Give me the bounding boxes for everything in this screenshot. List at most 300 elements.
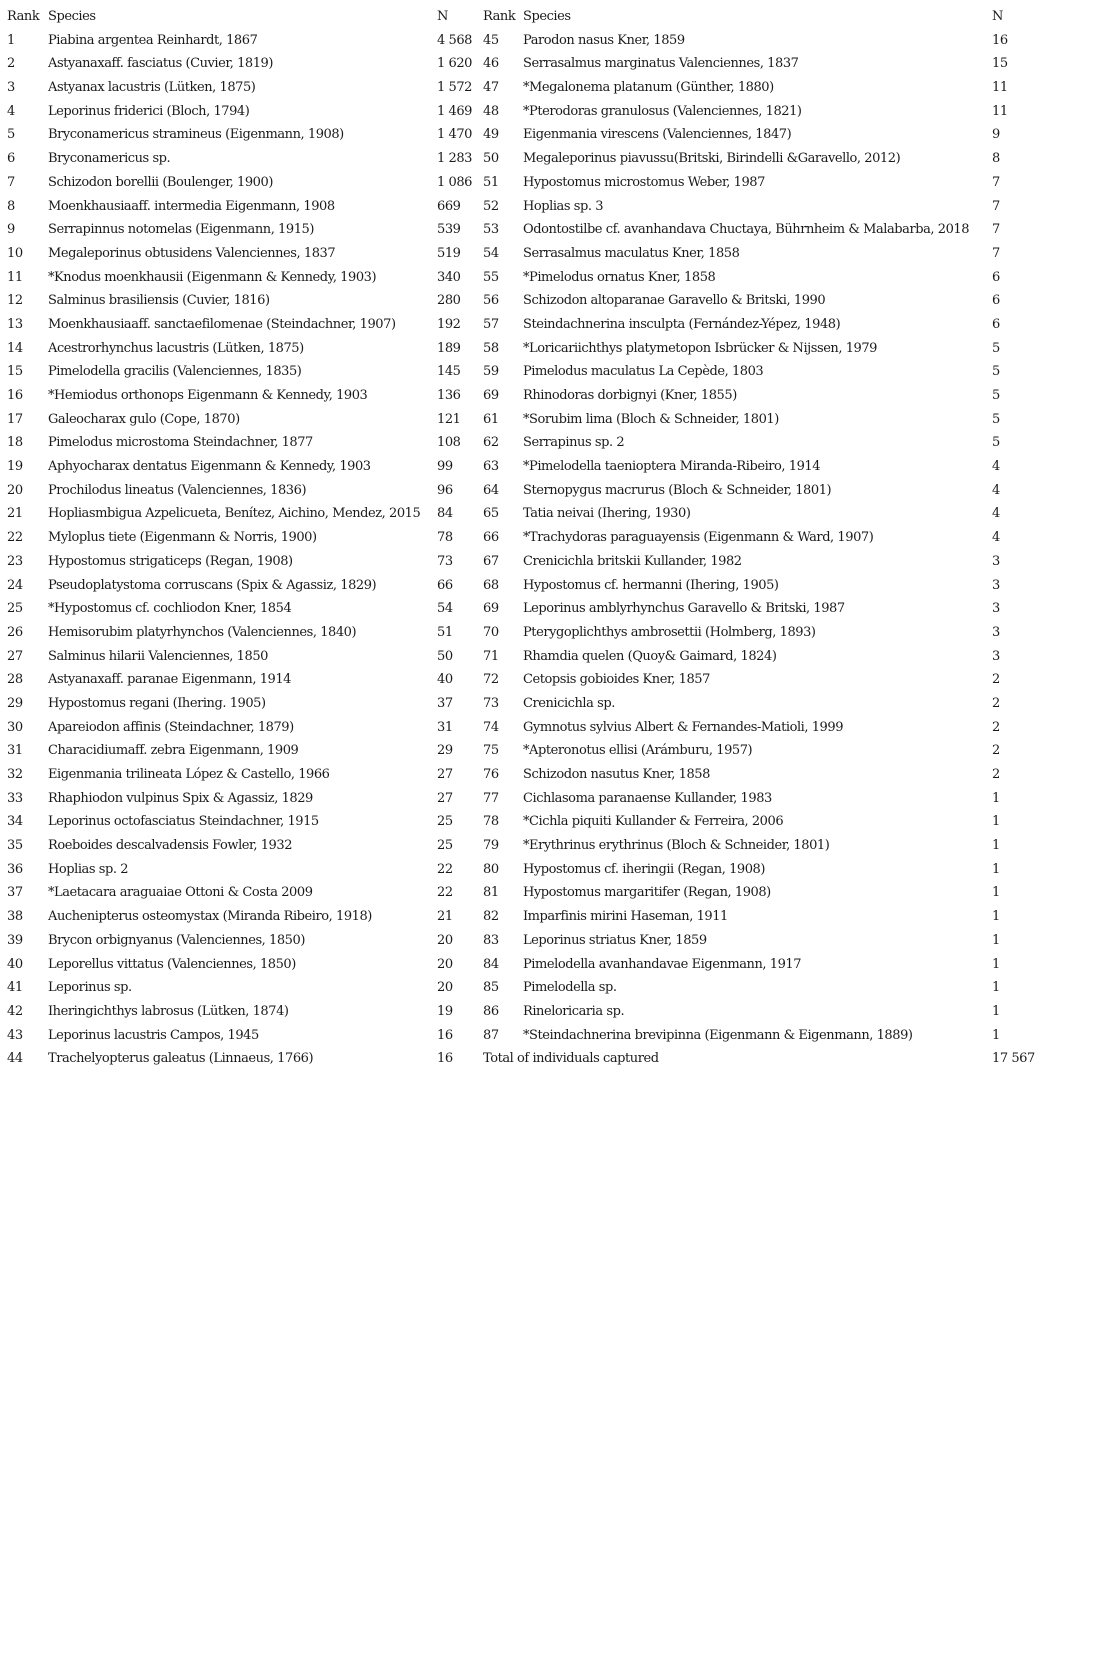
count-cell: 84: [437, 506, 453, 522]
species-cell: Astyanaxaff. fasciatus (Cuvier, 1819): [48, 56, 273, 72]
count-cell: 2: [992, 719, 1000, 735]
species-cell: Rhamdia quelen (Quoy& Gaimard, 1824): [523, 648, 777, 664]
count-cell: 66: [437, 577, 453, 593]
species-cell: Hypostomus microstomus Weber, 1987: [523, 174, 765, 190]
species-cell: Salminus brasiliensis (Cuvier, 1816): [48, 293, 270, 309]
species-cell: Eigenmania trilineata López & Castello, 1966: [48, 767, 330, 782]
species-cell: Hemisorubim platyrhynchos (Valenciennes, 1840): [48, 624, 357, 640]
rank-cell: 45: [483, 32, 499, 48]
total-label: Total of individuals captured: [483, 1051, 659, 1067]
rank-cell: 80: [483, 861, 499, 877]
table-row: [0, 408, 1107, 432]
rank-cell: 24: [7, 577, 23, 593]
count-cell: 37: [437, 695, 453, 711]
table-row: [0, 337, 1107, 361]
count-cell: 4 568: [437, 32, 472, 48]
count-cell: 25: [437, 838, 453, 854]
species-cell: Bryconamericus stramineus (Eigenmann, 1908): [48, 127, 344, 143]
table-row: [0, 526, 1107, 550]
count-cell: 340: [437, 269, 461, 285]
count-cell: 2: [992, 695, 1000, 711]
table-header: [0, 5, 1107, 29]
species-cell: Serrasalmus maculatus Kner, 1858: [523, 245, 740, 261]
rank-cell: 1: [7, 32, 15, 48]
rank-cell: 81: [483, 885, 499, 901]
species-cell: Leporinus lacustris Campos, 1945: [48, 1027, 259, 1043]
rank-cell: 22: [7, 530, 23, 546]
rank-cell: 43: [7, 1027, 23, 1043]
species-cell: *Trachydoras paraguayensis (Eigenmann & Ward, 1907): [523, 530, 874, 546]
table-row: [0, 597, 1107, 621]
rank-cell: 77: [483, 790, 499, 806]
count-cell: 3: [992, 577, 1000, 593]
table-row: [0, 881, 1107, 905]
table-row: [0, 147, 1107, 171]
species-cell: *Pterodoras granulosus (Valenciennes, 1821): [523, 103, 802, 119]
species-cell: Megaleporinus obtusidens Valenciennes, 1837: [48, 245, 336, 261]
count-cell: 11: [992, 80, 1008, 96]
count-cell: 16: [992, 32, 1008, 48]
species-cell: Leporinus sp.: [48, 980, 132, 996]
count-cell: 5: [992, 388, 1000, 403]
count-cell: 11: [992, 103, 1008, 119]
count-cell: 5: [992, 340, 1000, 356]
count-cell: 2: [992, 672, 1000, 688]
count-cell: 1 470: [437, 127, 472, 143]
rank-cell: 51: [483, 174, 499, 190]
species-cell: Sternopygus macrurus (Bloch & Schneider, 1801): [523, 482, 832, 498]
count-cell: 22: [437, 885, 453, 901]
rank-cell: 8: [7, 198, 15, 214]
count-cell: 145: [437, 364, 461, 380]
species-cell: Pimelodus microstoma Steindachner, 1877: [48, 435, 313, 451]
table-row: [0, 52, 1107, 76]
rank-cell: 78: [483, 814, 499, 830]
count-cell: 6: [992, 269, 1000, 285]
table-row: [0, 384, 1107, 408]
rank-cell: 62: [483, 435, 499, 451]
species-cell: *Laetacara araguaiae Ottoni & Costa 2009: [48, 885, 313, 901]
species-cell: Roeboides descalvadensis Fowler, 1932: [48, 838, 293, 854]
species-cell: Auchenipterus osteomystax (Miranda Ribeiro, 1918): [48, 909, 372, 925]
count-cell: 5: [992, 364, 1000, 380]
count-cell: 2: [992, 767, 1000, 782]
total-count: 17 567: [992, 1051, 1035, 1067]
rank-cell: 35: [7, 838, 23, 854]
count-cell: 31: [437, 719, 453, 735]
rank-cell: 28: [7, 672, 23, 688]
species-cell: Leporellus vittatus (Valenciennes, 1850): [48, 956, 296, 972]
rank-cell: 44: [7, 1051, 23, 1067]
count-cell: 189: [437, 340, 461, 356]
count-cell: 1: [992, 790, 1000, 806]
table-row: [0, 763, 1107, 787]
rank-cell: 38: [7, 909, 23, 925]
rank-cell: 20: [7, 482, 23, 498]
rank-cell: 23: [7, 553, 23, 569]
rank-cell: 11: [7, 269, 23, 285]
species-cell: Pseudoplatystoma corruscans (Spix & Agassiz, 1829): [48, 577, 377, 593]
species-cell: Hopliasmbigua Azpelicueta, Benítez, Aichino, Mendez, 2015: [48, 506, 421, 522]
count-cell: 99: [437, 459, 453, 475]
species-cell: Trachelyopterus galeatus (Linnaeus, 1766): [48, 1051, 314, 1067]
species-cell: *Erythrinus erythrinus (Bloch & Schneider, 1801): [523, 838, 830, 854]
count-cell: 78: [437, 530, 453, 546]
table-row: [0, 621, 1107, 645]
species-cell: Hypostomus cf. hermanni (Ihering, 1905): [523, 577, 779, 593]
species-cell: Hypostomus cf. iheringii (Regan, 1908): [523, 861, 766, 877]
species-cell: Tatia neivai (Ihering, 1930): [523, 506, 691, 522]
rank-cell: 13: [7, 316, 23, 332]
rank-cell: 40: [7, 956, 23, 972]
species-cell: Bryconamericus sp.: [48, 151, 171, 167]
count-cell: 519: [437, 245, 461, 261]
table-row: [0, 479, 1107, 503]
count-cell: 7: [992, 174, 1000, 190]
table-row: [0, 1047, 1107, 1071]
table-row: [0, 1024, 1107, 1048]
species-cell: *Pimelodella taenioptera Miranda-Ribeiro, 1914: [523, 459, 821, 475]
table-row: [0, 360, 1107, 384]
species-cell: Salminus hilarii Valenciennes, 1850: [48, 648, 268, 664]
rank-cell: 79: [483, 838, 499, 854]
count-cell: 15: [992, 56, 1008, 72]
rank-cell: 86: [483, 1003, 499, 1019]
table-row: [0, 502, 1107, 526]
table-row: [0, 171, 1107, 195]
rank-cell: 29: [7, 695, 23, 711]
count-cell: 539: [437, 222, 461, 238]
count-cell: 27: [437, 767, 453, 782]
count-cell: 51: [437, 624, 453, 640]
table-row: [0, 810, 1107, 834]
rank-cell: 7: [7, 174, 15, 190]
species-cell: Steindachnerina insculpta (Fernández-Yépez, 1948): [523, 316, 841, 332]
rank-cell: 39: [7, 932, 23, 948]
header-n: N: [437, 9, 448, 24]
rank-cell: 21: [7, 506, 23, 522]
species-cell: Pimelodus maculatus La Cepède, 1803: [523, 364, 764, 380]
species-cell: *Cichla piquiti Kullander & Ferreira, 2006: [523, 814, 784, 830]
count-cell: 1: [992, 814, 1000, 830]
count-cell: 3: [992, 553, 1000, 569]
species-cell: Cetopsis gobioides Kner, 1857: [523, 672, 710, 688]
rank-cell: 47: [483, 80, 499, 96]
count-cell: 5: [992, 411, 1000, 427]
species-cell: Pimelodella gracilis (Valenciennes, 1835): [48, 364, 302, 380]
species-cell: Cichlasoma paranaense Kullander, 1983: [523, 790, 772, 806]
rank-cell: 34: [7, 814, 23, 830]
count-cell: 136: [437, 388, 461, 403]
rank-cell: 18: [7, 435, 23, 451]
species-cell: Crenicichla sp.: [523, 695, 615, 711]
header-n-right: N: [992, 9, 1003, 24]
species-cell: Astyanaxaff. paranae Eigenmann, 1914: [48, 672, 292, 688]
rank-cell: 30: [7, 719, 23, 735]
rank-cell: 48: [483, 103, 499, 119]
species-cell: *Knodus moenkhausii (Eigenmann & Kennedy, 1903): [48, 269, 377, 285]
count-cell: 6: [992, 316, 1000, 332]
count-cell: 3: [992, 601, 1000, 617]
count-cell: 20: [437, 980, 453, 996]
rank-cell: 59: [483, 364, 499, 380]
rank-cell: 67: [483, 553, 499, 569]
count-cell: 29: [437, 743, 453, 759]
count-cell: 1: [992, 1003, 1000, 1019]
rank-cell: 84: [483, 956, 499, 972]
rank-cell: 46: [483, 56, 499, 72]
species-cell: *Pimelodus ornatus Kner, 1858: [523, 269, 716, 285]
count-cell: 1 620: [437, 56, 472, 72]
rank-cell: 57: [483, 316, 499, 332]
rank-cell: 25: [7, 601, 23, 617]
rank-cell: 75: [483, 743, 499, 759]
header-species: Species: [48, 9, 96, 24]
species-cell: Rineloricaria sp.: [523, 1003, 625, 1019]
rank-cell: 72: [483, 672, 499, 688]
table-row: [0, 976, 1107, 1000]
count-cell: 96: [437, 482, 453, 498]
count-cell: 25: [437, 814, 453, 830]
table-row: [0, 550, 1107, 574]
rank-cell: 36: [7, 861, 23, 877]
rank-cell: 76: [483, 767, 499, 782]
species-cell: Galeocharax gulo (Cope, 1870): [48, 411, 240, 427]
table-row: [0, 100, 1107, 124]
table-row: [0, 905, 1107, 929]
count-cell: 4: [992, 530, 1000, 546]
species-cell: Pterygoplichthys ambrosettii (Holmberg, 1893): [523, 624, 816, 640]
count-cell: 7: [992, 222, 1000, 238]
rank-cell: 73: [483, 695, 499, 711]
rank-cell: 16: [7, 388, 23, 403]
table-row: [0, 739, 1107, 763]
rank-cell: 14: [7, 340, 23, 356]
count-cell: 1: [992, 932, 1000, 948]
rank-cell: 54: [483, 245, 499, 261]
table-row: [0, 218, 1107, 242]
rank-cell: 85: [483, 980, 499, 996]
rank-cell: 68: [483, 577, 499, 593]
rank-cell: 83: [483, 932, 499, 948]
rank-cell: 26: [7, 624, 23, 640]
count-cell: 5: [992, 435, 1000, 451]
species-cell: Hypostomus regani (Ihering. 1905): [48, 695, 266, 711]
table-row: [0, 313, 1107, 337]
count-cell: 1 572: [437, 80, 472, 96]
species-cell: Pimelodella avanhandavae Eigenmann, 1917: [523, 956, 802, 972]
rank-cell: 66: [483, 530, 499, 546]
species-cell: Hypostomus margaritifer (Regan, 1908): [523, 885, 771, 901]
species-cell: Iheringichthys labrosus (Lütken, 1874): [48, 1003, 289, 1019]
count-cell: 1: [992, 980, 1000, 996]
species-cell: Crenicichla britskii Kullander, 1982: [523, 553, 742, 569]
count-cell: 50: [437, 648, 453, 664]
table-row: [0, 455, 1107, 479]
count-cell: 192: [437, 316, 461, 332]
rank-cell: 50: [483, 151, 499, 167]
table-row: [0, 242, 1107, 266]
table-row: [0, 123, 1107, 147]
rank-cell: 33: [7, 790, 23, 806]
species-table: [0, 5, 1107, 1071]
table-row: [0, 668, 1107, 692]
rank-cell: 37: [7, 885, 23, 901]
rank-cell: 61: [483, 411, 499, 427]
rank-cell: 32: [7, 767, 23, 782]
table-row: [0, 195, 1107, 219]
species-cell: Schizodon altoparanae Garavello & Britski, 1990: [523, 293, 826, 309]
species-cell: Moenkhausiaaff. intermedia Eigenmann, 1908: [48, 198, 335, 214]
table-row: [0, 289, 1107, 313]
rank-cell: 17: [7, 411, 23, 427]
rank-cell: 4: [7, 103, 15, 119]
header-species-right: Species: [523, 9, 571, 24]
rank-cell: 3: [7, 80, 15, 96]
count-cell: 8: [992, 151, 1000, 167]
count-cell: 6: [992, 293, 1000, 309]
species-cell: Piabina argentea Reinhardt, 1867: [48, 32, 258, 48]
species-cell: Rhinodoras dorbignyi (Kner, 1855): [523, 388, 737, 403]
rank-cell: 69: [483, 601, 499, 617]
count-cell: 3: [992, 624, 1000, 640]
count-cell: 669: [437, 198, 461, 214]
species-cell: *Hypostomus cf. cochliodon Kner, 1854: [48, 601, 292, 617]
rank-cell: 70: [483, 624, 499, 640]
species-cell: Hoplias sp. 3: [523, 198, 604, 214]
species-cell: Leporinus friderici (Bloch, 1794): [48, 103, 250, 119]
rank-cell: 31: [7, 743, 23, 759]
species-cell: *Sorubim lima (Bloch & Schneider, 1801): [523, 411, 779, 427]
count-cell: 4: [992, 459, 1000, 475]
species-cell: Moenkhausiaaff. sanctaefilomenae (Steindachner, 1907): [48, 316, 396, 332]
table-row: [0, 716, 1107, 740]
species-cell: *Apteronotus ellisi (Arámburu, 1957): [523, 743, 753, 759]
count-cell: 16: [437, 1051, 453, 1067]
species-cell: Astyanax lacustris (Lütken, 1875): [48, 80, 256, 96]
table-row: [0, 266, 1107, 290]
count-cell: 280: [437, 293, 461, 309]
species-cell: *Loricariichthys platymetopon Isbrücker & Nijssen, 1979: [523, 340, 878, 356]
species-cell: *Megalonema platanum (Günther, 1880): [523, 80, 774, 96]
species-cell: *Hemiodus orthonops Eigenmann & Kennedy, 1903: [48, 388, 368, 403]
table-row: [0, 858, 1107, 882]
count-cell: 1: [992, 956, 1000, 972]
table-row: [0, 76, 1107, 100]
table-row: [0, 29, 1107, 53]
rank-cell: 52: [483, 198, 499, 214]
species-cell: Serrapinus sp. 2: [523, 435, 625, 451]
table-row: [0, 929, 1107, 953]
rank-cell: 49: [483, 127, 499, 143]
count-cell: 22: [437, 861, 453, 877]
species-cell: Serrapinnus notomelas (Eigenmann, 1915): [48, 222, 314, 238]
species-cell: Serrasalmus marginatus Valenciennes, 1837: [523, 56, 799, 72]
count-cell: 27: [437, 790, 453, 806]
species-cell: Pimelodella sp.: [523, 980, 617, 996]
species-cell: Schizodon nasutus Kner, 1858: [523, 767, 710, 782]
count-cell: 9: [992, 127, 1000, 143]
count-cell: 40: [437, 672, 453, 688]
count-cell: 1 086: [437, 174, 472, 190]
count-cell: 1 469: [437, 103, 472, 119]
rank-cell: 53: [483, 222, 499, 238]
table-row: [0, 953, 1107, 977]
rank-cell: 56: [483, 293, 499, 309]
table-row: [0, 431, 1107, 455]
rank-cell: 27: [7, 648, 23, 664]
count-cell: 19: [437, 1003, 453, 1019]
table-row: [0, 574, 1107, 598]
table-row: [0, 692, 1107, 716]
species-cell: Eigenmania virescens (Valenciennes, 1847): [523, 127, 792, 143]
table-row: [0, 1000, 1107, 1024]
rank-cell: 19: [7, 459, 23, 475]
count-cell: 1 283: [437, 151, 472, 167]
species-cell: Aphyocharax dentatus Eigenmann & Kennedy, 1903: [48, 459, 371, 475]
species-cell: Odontostilbe cf. avanhandava Chuctaya, Bührnheim & Malabarba, 2018: [523, 222, 970, 238]
species-cell: Imparfinis mirini Haseman, 1911: [523, 909, 728, 925]
count-cell: 1: [992, 838, 1000, 854]
count-cell: 73: [437, 553, 453, 569]
count-cell: 7: [992, 198, 1000, 214]
rank-cell: 87: [483, 1027, 499, 1043]
species-cell: Leporinus amblyrhynchus Garavello & Britski, 1987: [523, 601, 845, 617]
species-cell: Leporinus striatus Kner, 1859: [523, 932, 707, 948]
rank-cell: 5: [7, 127, 15, 143]
count-cell: 1: [992, 1027, 1000, 1043]
count-cell: 1: [992, 885, 1000, 901]
count-cell: 54: [437, 601, 453, 617]
count-cell: 108: [437, 435, 461, 451]
rank-cell: 42: [7, 1003, 23, 1019]
table-row: [0, 834, 1107, 858]
count-cell: 20: [437, 932, 453, 948]
rank-cell: 15: [7, 364, 23, 380]
species-cell: Gymnotus sylvius Albert & Fernandes-Matioli, 1999: [523, 719, 844, 735]
species-cell: Prochilodus lineatus (Valenciennes, 1836): [48, 482, 307, 498]
species-cell: Megaleporinus piavussu(Britski, Birindelli &Garavello, 2012): [523, 151, 901, 167]
species-cell: Hoplias sp. 2: [48, 861, 129, 877]
rank-cell: 58: [483, 340, 499, 356]
rank-cell: 55: [483, 269, 499, 285]
rank-cell: 71: [483, 648, 499, 664]
rank-cell: 12: [7, 293, 23, 309]
rank-cell: 63: [483, 459, 499, 475]
count-cell: 21: [437, 909, 453, 925]
rank-cell: 65: [483, 506, 499, 522]
species-cell: Rhaphiodon vulpinus Spix & Agassiz, 1829: [48, 790, 313, 806]
species-cell: Characidiumaff. zebra Eigenmann, 1909: [48, 743, 299, 759]
rank-cell: 9: [7, 222, 15, 238]
rank-cell: 74: [483, 719, 499, 735]
count-cell: 121: [437, 411, 461, 427]
species-cell: Parodon nasus Kner, 1859: [523, 32, 685, 48]
rank-cell: 6: [7, 151, 15, 167]
rank-cell: 82: [483, 909, 499, 925]
species-cell: Apareiodon affinis (Steindachner, 1879): [48, 719, 294, 735]
rank-cell: 64: [483, 482, 499, 498]
species-cell: Schizodon borellii (Boulenger, 1900): [48, 174, 273, 190]
count-cell: 4: [992, 482, 1000, 498]
count-cell: 3: [992, 648, 1000, 664]
count-cell: 16: [437, 1027, 453, 1043]
species-cell: Brycon orbignyanus (Valenciennes, 1850): [48, 932, 305, 948]
species-cell: *Steindachnerina brevipinna (Eigenmann & Eigenmann, 1889): [523, 1027, 913, 1043]
species-cell: Myloplus tiete (Eigenmann & Norris, 1900): [48, 530, 317, 546]
count-cell: 7: [992, 245, 1000, 261]
species-cell: Leporinus octofasciatus Steindachner, 1915: [48, 814, 319, 830]
